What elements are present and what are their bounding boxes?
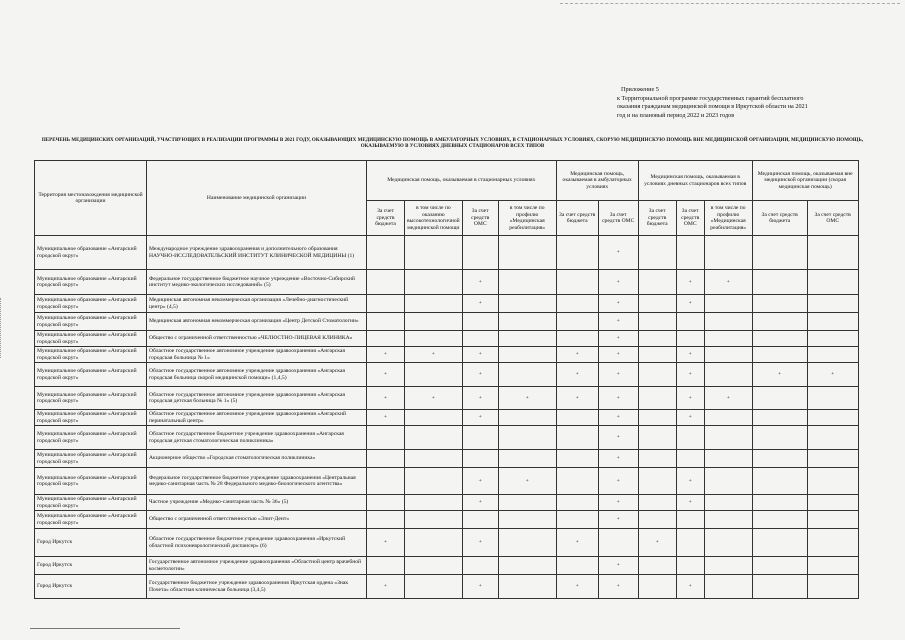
empty-cell — [704, 529, 752, 557]
appendix-line: оказания гражданам медицинской помощи в Иркутской области на 2021 — [617, 103, 808, 111]
empty-cell — [752, 313, 807, 331]
plus-mark-cell: + — [367, 575, 405, 599]
empty-cell — [638, 450, 676, 468]
empty-cell — [405, 495, 463, 511]
empty-cell — [367, 511, 405, 529]
empty-cell — [752, 236, 807, 270]
organization-cell: Медицинская автономная некоммерческая организация «Лечебно-диагностический центр» (4,5) — [147, 295, 367, 313]
empty-cell — [676, 236, 704, 270]
subheader: За счет средств ОМС — [462, 201, 498, 236]
empty-cell — [704, 511, 752, 529]
empty-cell — [807, 295, 858, 313]
plus-mark-cell: + — [598, 295, 638, 313]
subheader: За счет средств бюджета — [367, 201, 405, 236]
empty-cell — [405, 511, 463, 529]
empty-cell — [556, 270, 598, 295]
empty-cell — [676, 331, 704, 347]
empty-cell — [752, 270, 807, 295]
empty-cell — [405, 295, 463, 313]
empty-cell — [405, 557, 463, 575]
empty-cell — [556, 426, 598, 450]
empty-cell — [405, 575, 463, 599]
empty-cell — [598, 529, 638, 557]
plus-mark-cell: + — [704, 387, 752, 410]
subheader: За счет средств ОМС — [676, 201, 704, 236]
plus-mark-cell: + — [367, 387, 405, 410]
plus-mark-cell: + — [367, 529, 405, 557]
empty-cell — [638, 557, 676, 575]
subheader: За счет средств бюджета — [752, 201, 807, 236]
table-row — [35, 468, 859, 495]
empty-cell — [498, 557, 556, 575]
territory-cell: Муниципальное образование «Ангарский городской округ» — [35, 331, 147, 347]
empty-cell — [638, 295, 676, 313]
empty-cell — [704, 363, 752, 387]
empty-cell — [752, 295, 807, 313]
organization-cell: Областное государственное автономное учреждение здравоохранения «Ангарская городская детская больница № 1» (5) — [147, 387, 367, 410]
empty-cell — [752, 410, 807, 426]
empty-cell — [367, 331, 405, 347]
empty-cell — [498, 295, 556, 313]
territory-cell: Город Иркутск — [35, 575, 147, 599]
plus-mark-cell: + — [462, 363, 498, 387]
empty-cell — [498, 331, 556, 347]
table-row — [35, 557, 859, 575]
subheader: За счет средств бюджета — [638, 201, 676, 236]
table-row — [35, 450, 859, 468]
organization-cell: Федеральное государственное бюджетное научное учреждение «Восточно-Сибирский институт медико-экологических исследований» (5) — [147, 270, 367, 295]
table-row — [35, 313, 859, 331]
empty-cell — [367, 557, 405, 575]
organization-cell: Областное государственное автономное учреждение здравоохранения «Ангарский перинатальный центр» — [147, 410, 367, 426]
territory-cell: Муниципальное образование «Ангарский городской округ» — [35, 387, 147, 410]
empty-cell — [807, 529, 858, 557]
plus-mark-cell: + — [598, 426, 638, 450]
plus-mark-cell: + — [556, 575, 598, 599]
organization-cell: Частное учреждение «Медико-санитарная часть № 36» (5) — [147, 495, 367, 511]
empty-cell — [807, 511, 858, 529]
empty-cell — [556, 295, 598, 313]
empty-cell — [556, 468, 598, 495]
empty-cell — [462, 450, 498, 468]
empty-cell — [752, 468, 807, 495]
empty-cell — [676, 426, 704, 450]
plus-mark-cell: + — [462, 529, 498, 557]
empty-cell — [498, 426, 556, 450]
plus-mark-cell: + — [405, 347, 463, 363]
territory-cell: Город Иркутск — [35, 529, 147, 557]
plus-mark-cell: + — [405, 387, 463, 410]
empty-cell — [704, 236, 752, 270]
plus-mark-cell: + — [676, 468, 704, 495]
organization-cell: Государственное бюджетное учреждение здравоохранения Иркутская ордена «Знак Почета» областная клиническая больница (3,4,5) — [147, 575, 367, 599]
organization-cell: Общество с ограниченной ответственностью «ЧЕЛЮСТНО-ЛИЦЕВАЯ КЛИНИКА» — [147, 331, 367, 347]
table-row — [35, 511, 859, 529]
plus-mark-cell: + — [367, 347, 405, 363]
plus-mark-cell: + — [598, 313, 638, 331]
territory-cell: Город Иркутск — [35, 557, 147, 575]
plus-mark-cell: + — [598, 387, 638, 410]
plus-mark-cell: + — [462, 295, 498, 313]
header-group-outpatient: Медицинская помощь, оказываемая в амбулаторных условиях — [556, 161, 638, 201]
footnote-rule — [30, 628, 180, 629]
header-group-inpatient: Медицинская помощь, оказываемая в стационарных условиях — [367, 161, 557, 201]
plus-mark-cell: + — [598, 410, 638, 426]
empty-cell — [367, 295, 405, 313]
empty-cell — [807, 410, 858, 426]
plus-mark-cell: + — [598, 495, 638, 511]
empty-cell — [752, 575, 807, 599]
empty-cell — [704, 426, 752, 450]
empty-cell — [752, 426, 807, 450]
empty-cell — [462, 313, 498, 331]
empty-cell — [752, 450, 807, 468]
empty-cell — [807, 575, 858, 599]
empty-cell — [638, 270, 676, 295]
empty-cell — [704, 575, 752, 599]
empty-cell — [462, 236, 498, 270]
plus-mark-cell: + — [807, 363, 858, 387]
header-group-day-hospital: Медицинская помощь, оказываемая в условиях дневных стационаров всех типов — [638, 161, 752, 201]
table-row — [35, 270, 859, 295]
plus-mark-cell: + — [462, 270, 498, 295]
plus-mark-cell: + — [676, 410, 704, 426]
empty-cell — [807, 557, 858, 575]
empty-cell — [676, 529, 704, 557]
empty-cell — [498, 270, 556, 295]
plus-mark-cell: + — [462, 387, 498, 410]
empty-cell — [462, 557, 498, 575]
empty-cell — [556, 511, 598, 529]
appendix-line: Приложение 5 — [621, 86, 659, 93]
subheader: в том числе по оказанию высокотехнологичной медицинской помощи — [405, 201, 463, 236]
empty-cell — [807, 270, 858, 295]
empty-cell — [367, 236, 405, 270]
empty-cell — [807, 313, 858, 331]
empty-cell — [498, 495, 556, 511]
empty-cell — [638, 511, 676, 529]
empty-cell — [704, 313, 752, 331]
empty-cell — [498, 450, 556, 468]
empty-cell — [462, 331, 498, 347]
plus-mark-cell: + — [598, 450, 638, 468]
empty-cell — [704, 450, 752, 468]
empty-cell — [405, 363, 463, 387]
empty-cell — [556, 331, 598, 347]
empty-cell — [405, 313, 463, 331]
territory-cell: Муниципальное образование «Ангарский городской округ» — [35, 270, 147, 295]
plus-mark-cell: + — [676, 575, 704, 599]
empty-cell — [367, 450, 405, 468]
table-row — [35, 410, 859, 426]
empty-cell — [556, 236, 598, 270]
plus-mark-cell: + — [676, 495, 704, 511]
plus-mark-cell: + — [598, 270, 638, 295]
plus-mark-cell: + — [638, 529, 676, 557]
empty-cell — [676, 450, 704, 468]
plus-mark-cell: + — [462, 347, 498, 363]
plus-mark-cell: + — [598, 511, 638, 529]
empty-cell — [367, 270, 405, 295]
empty-cell — [556, 410, 598, 426]
plus-mark-cell: + — [676, 295, 704, 313]
table-row — [35, 387, 859, 410]
empty-cell — [367, 495, 405, 511]
empty-cell — [704, 410, 752, 426]
empty-cell — [498, 511, 556, 529]
plus-mark-cell: + — [462, 575, 498, 599]
empty-cell — [367, 426, 405, 450]
empty-cell — [498, 347, 556, 363]
subheader: За счет средств ОМС — [598, 201, 638, 236]
table-body — [35, 236, 859, 599]
plus-mark-cell: + — [704, 270, 752, 295]
empty-cell — [807, 236, 858, 270]
table-row — [35, 363, 859, 387]
empty-cell — [462, 511, 498, 529]
territory-cell: Муниципальное образование «Ангарский городской округ» — [35, 511, 147, 529]
empty-cell — [704, 347, 752, 363]
plus-mark-cell: + — [598, 575, 638, 599]
empty-cell — [638, 426, 676, 450]
table-row — [35, 529, 859, 557]
empty-cell — [704, 468, 752, 495]
territory-cell: Муниципальное образование «Ангарский городской округ» — [35, 468, 147, 495]
empty-cell — [638, 495, 676, 511]
organization-cell: Государственное автономное учреждение здравоохранения «Областной центр врачебной косметологии» — [147, 557, 367, 575]
empty-cell — [638, 410, 676, 426]
empty-cell — [704, 331, 752, 347]
subheader: За счет средств ОМС — [807, 201, 858, 236]
table-row — [35, 347, 859, 363]
empty-cell — [556, 450, 598, 468]
territory-cell: Муниципальное образование «Ангарский городской округ» — [35, 426, 147, 450]
empty-cell — [638, 313, 676, 331]
organization-cell: Областное государственное автономное учреждение здравоохранения «Ангарская городская больница скорой медицинской помощи» (1,4,5) — [147, 363, 367, 387]
table-row — [35, 331, 859, 347]
empty-cell — [638, 331, 676, 347]
plus-mark-cell: + — [367, 363, 405, 387]
top-rule — [560, 3, 900, 4]
plus-mark-cell: + — [752, 363, 807, 387]
plus-mark-cell: + — [367, 410, 405, 426]
table-row — [35, 426, 859, 450]
organization-cell: Федеральное государственное бюджетное учреждение здравоохранения «Центральная медико-санитарная часть № 28 Федерального медико-биологического агентства» — [147, 468, 367, 495]
empty-cell — [752, 511, 807, 529]
plus-mark-cell: + — [556, 529, 598, 557]
plus-mark-cell: + — [598, 557, 638, 575]
territory-cell: Муниципальное образование «Ангарский городской округ» — [35, 450, 147, 468]
organization-cell: Областное государственное автономное учреждение здравоохранения «Ангарская городская больница № 1» — [147, 347, 367, 363]
plus-mark-cell: + — [676, 270, 704, 295]
header-organization: Наименование медицинской организации — [147, 161, 367, 236]
subheader: За счет средств бюджета — [556, 201, 598, 236]
territory-cell: Муниципальное образование «Ангарский городской округ» — [35, 236, 147, 270]
plus-mark-cell: + — [498, 468, 556, 495]
empty-cell — [752, 557, 807, 575]
table-row — [35, 236, 859, 270]
empty-cell — [676, 557, 704, 575]
appendix-note — [617, 86, 887, 120]
empty-cell — [405, 270, 463, 295]
territory-cell: Муниципальное образование «Ангарский городской округ» — [35, 363, 147, 387]
plus-mark-cell: + — [556, 347, 598, 363]
empty-cell — [807, 468, 858, 495]
empty-cell — [556, 557, 598, 575]
empty-cell — [807, 347, 858, 363]
empty-cell — [807, 331, 858, 347]
empty-cell — [498, 363, 556, 387]
subheader: в том числе по профилю «Медицинская реабилитация» — [498, 201, 556, 236]
empty-cell — [405, 410, 463, 426]
empty-cell — [498, 313, 556, 331]
empty-cell — [498, 236, 556, 270]
plus-mark-cell: + — [556, 387, 598, 410]
plus-mark-cell: + — [556, 363, 598, 387]
plus-mark-cell: + — [498, 387, 556, 410]
empty-cell — [367, 313, 405, 331]
table-row — [35, 495, 859, 511]
empty-cell — [638, 575, 676, 599]
empty-cell — [638, 236, 676, 270]
organization-cell: Областное государственное бюджетное учреждение здравоохранения «Ангарская городская детская стоматологическая поликлиника» — [147, 426, 367, 450]
empty-cell — [807, 450, 858, 468]
page-edge-mark — [0, 298, 15, 358]
organizations-table — [34, 160, 859, 599]
empty-cell — [752, 347, 807, 363]
plus-mark-cell: + — [676, 387, 704, 410]
empty-cell — [405, 426, 463, 450]
empty-cell — [807, 495, 858, 511]
plus-mark-cell: + — [598, 363, 638, 387]
empty-cell — [405, 331, 463, 347]
territory-cell: Муниципальное образование «Ангарский городской округ» — [35, 410, 147, 426]
empty-cell — [704, 557, 752, 575]
plus-mark-cell: + — [462, 468, 498, 495]
empty-cell — [752, 529, 807, 557]
empty-cell — [676, 511, 704, 529]
empty-cell — [638, 468, 676, 495]
plus-mark-cell: + — [598, 468, 638, 495]
plus-mark-cell: + — [462, 495, 498, 511]
appendix-line: год и на плановый период 2022 и 2023 годов — [617, 111, 735, 119]
organization-cell: Международное учреждение здравоохранения и дополнительного образования НАУЧНО-ИССЛЕДОВАТЕЛЬСКИЙ ИНСТИТУТ КЛИНИЧЕСКОЙ МЕДИЦИНЫ (1) — [147, 236, 367, 270]
appendix-line: к Территориальной программе государственных гарантий бесплатного — [617, 94, 804, 102]
organization-cell: Медицинская автономная некоммерческая организация «Центр Детской Стоматологии» — [147, 313, 367, 331]
empty-cell — [752, 387, 807, 410]
empty-cell — [752, 331, 807, 347]
plus-mark-cell: + — [598, 347, 638, 363]
plus-mark-cell: + — [676, 347, 704, 363]
plus-mark-cell: + — [462, 410, 498, 426]
empty-cell — [405, 468, 463, 495]
territory-cell: Муниципальное образование «Ангарский городской округ» — [35, 313, 147, 331]
territory-cell: Муниципальное образование «Ангарский городской округ» — [35, 347, 147, 363]
empty-cell — [638, 363, 676, 387]
empty-cell — [498, 410, 556, 426]
territory-cell: Муниципальное образование «Ангарский городской округ» — [35, 295, 147, 313]
empty-cell — [462, 426, 498, 450]
empty-cell — [676, 313, 704, 331]
empty-cell — [556, 495, 598, 511]
empty-cell — [367, 468, 405, 495]
empty-cell — [807, 387, 858, 410]
table-row — [35, 575, 859, 599]
territory-cell: Муниципальное образование «Ангарский городской округ» — [35, 495, 147, 511]
plus-mark-cell: + — [598, 331, 638, 347]
organization-cell: Областное государственное бюджетное учреждение здравоохранения «Иркутский областной психоневрологический диспансер» (6) — [147, 529, 367, 557]
empty-cell — [405, 450, 463, 468]
empty-cell — [638, 387, 676, 410]
organization-cell: Акционерное общество «Городская стоматологическая поликлиника» — [147, 450, 367, 468]
table-row — [35, 295, 859, 313]
document-title: ПЕРЕЧЕНЬ МЕДИЦИНСКИХ ОРГАНИЗАЦИЙ, УЧАСТВУЮЩИХ В РЕАЛИЗАЦИИ ПРОГРАММЫ В 2021 ГОДУ, ОКАЗЫВАЮЩИХ МЕДИЦИНСКУЮ ПОМОЩЬ В АМБУЛАТОРНЫХ УСЛОВИЯХ, В СТАЦИОНАРНЫХ УСЛОВИЯХ, СКОРУЮ МЕДИЦИНСКУЮ ПОМОЩЬ ВНЕ МЕДИЦИНСКОЙ ОРГАНИЗАЦИИ, МЕДИЦИНСКУЮ ПОМОЩЬ, ОКАЗЫВАЕМУЮ В УСЛОВИЯХ ДНЕВНЫХ СТАЦИОНАРОВ ВСЕХ ТИПОВ — [41, 138, 864, 150]
empty-cell — [556, 313, 598, 331]
header-group-emergency: Медицинская помощь, оказываемая вне медицинской организации (скорая медицинская помощь) — [752, 161, 858, 201]
empty-cell — [498, 529, 556, 557]
plus-mark-cell: + — [598, 236, 638, 270]
header-territory: Территория местонахождения медицинской организации — [35, 161, 147, 236]
empty-cell — [405, 529, 463, 557]
plus-mark-cell: + — [676, 363, 704, 387]
empty-cell — [807, 426, 858, 450]
subheader: в том числе по профилю «Медицинская реабилитация» — [704, 201, 752, 236]
organization-cell: Общество с ограниченной ответственностью «Элит-Дент» — [147, 511, 367, 529]
empty-cell — [498, 575, 556, 599]
empty-cell — [704, 495, 752, 511]
empty-cell — [638, 347, 676, 363]
empty-cell — [752, 495, 807, 511]
empty-cell — [405, 236, 463, 270]
empty-cell — [704, 295, 752, 313]
